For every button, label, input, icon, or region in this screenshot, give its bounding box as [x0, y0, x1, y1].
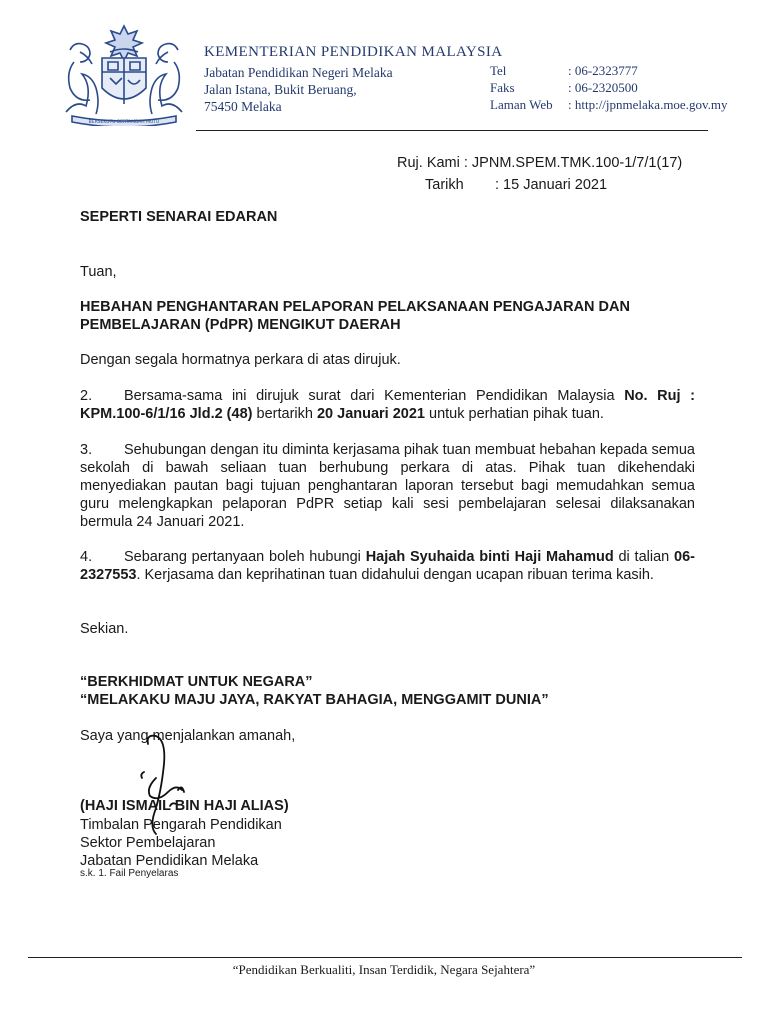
signer-name: (HAJI ISMAIL BIN HAJI ALIAS)	[80, 798, 289, 814]
motto-line2: “MELAKAKU MAJU JAYA, RAKYAT BAHAGIA, MENGGAMIT DUNIA”	[80, 692, 549, 708]
footer-slogan: “Pendidikan Berkualiti, Insan Terdidik, Negara Sejahtera”	[232, 962, 536, 977]
closing: Sekian.	[80, 621, 129, 637]
contact-website: Laman Web : http://jpnmelaka.moe.gov.my	[490, 97, 728, 112]
paragraph-4: 4. Sebarang pertanyaan boleh hubungi Hajah Syuhaida binti Haji Mahamud di talian 06-2327553. Kerjasama dan keprihatinan tuan didahului dengan ucapan ribuan terima kasih.	[80, 549, 695, 583]
letter-subject: HEBAHAN PENGHANTARAN PELAPORAN PELAKSANAAN PENGAJARAN DAN PEMBELAJARAN (PdPR) MENGIKUT DAERAH	[80, 299, 630, 333]
contact-fax: Faks : 06-2320500	[490, 80, 638, 95]
contact-block	[490, 62, 727, 113]
address-line1: Jalan Istana, Bukit Beruang,	[204, 82, 357, 97]
crest-motto: BERSEKUTU BERTAMBAH MUTU	[88, 120, 160, 125]
contact-tel: Tel : 06-2323777	[490, 63, 638, 78]
paragraph-3: 3. Sehubungan dengan itu diminta kerjasama pihak tuan membuat hebahan kepada semua sekolah di bawah seliaan tuan berhubung perkara di atas. Pihak tuan dikehendaki menyediakan pautan bagi tujuan penghantaran laporan tersebut bagi memudahkan semua guru melengkapkan pelaporan PdPR setiap kali sesi pembelajaran selesai dilaksanakan bermula 24 Januari 2021.	[80, 442, 695, 530]
carbon-copy: s.k. 1. Fail Penyelaras	[80, 868, 179, 879]
salutation: Tuan,	[80, 264, 117, 280]
position-line2: Sektor Pembelajaran	[80, 835, 216, 851]
motto-line1: “BERKHIDMAT UNTUK NEGARA”	[80, 674, 313, 690]
date-value: : 15 Januari 2021	[495, 177, 608, 193]
date-label: Tarikh	[425, 177, 464, 193]
position-line1: Timbalan Pengarah Pendidikan	[80, 817, 282, 833]
signer-position	[80, 816, 282, 870]
ministry-name: KEMENTERIAN PENDIDIKAN MALAYSIA	[204, 44, 503, 60]
position-line3: Jabatan Pendidikan Melaka	[80, 853, 259, 869]
paragraph-1: Dengan segala hormatnya perkara di atas dirujuk.	[80, 352, 401, 368]
address-line2: 75450 Melaka	[204, 99, 282, 114]
coat-of-arms-logo	[58, 22, 190, 126]
header-divider	[196, 130, 708, 131]
letter-date	[425, 176, 607, 194]
footer-divider	[28, 957, 742, 958]
recipient: SEPERTI SENARAI EDARAN	[80, 209, 278, 225]
paragraph-2: 2. Bersama-sama ini dirujuk surat dari Kementerian Pendidikan Malaysia No. Ruj : KPM.100-6/1/16 Jld.2 (48) bertarikh 20 Januari 2021 untuk perhatian pihak tuan.	[80, 388, 695, 422]
department-name: Jabatan Pendidikan Negeri Melaka	[204, 65, 393, 80]
reference-number: Ruj. Kami : JPNM.SPEM.TMK.100-1/7/1(17)	[397, 155, 683, 171]
motto-block	[80, 673, 549, 709]
ministry-block	[204, 44, 503, 115]
trust-line: Saya yang menjalankan amanah,	[80, 728, 296, 744]
